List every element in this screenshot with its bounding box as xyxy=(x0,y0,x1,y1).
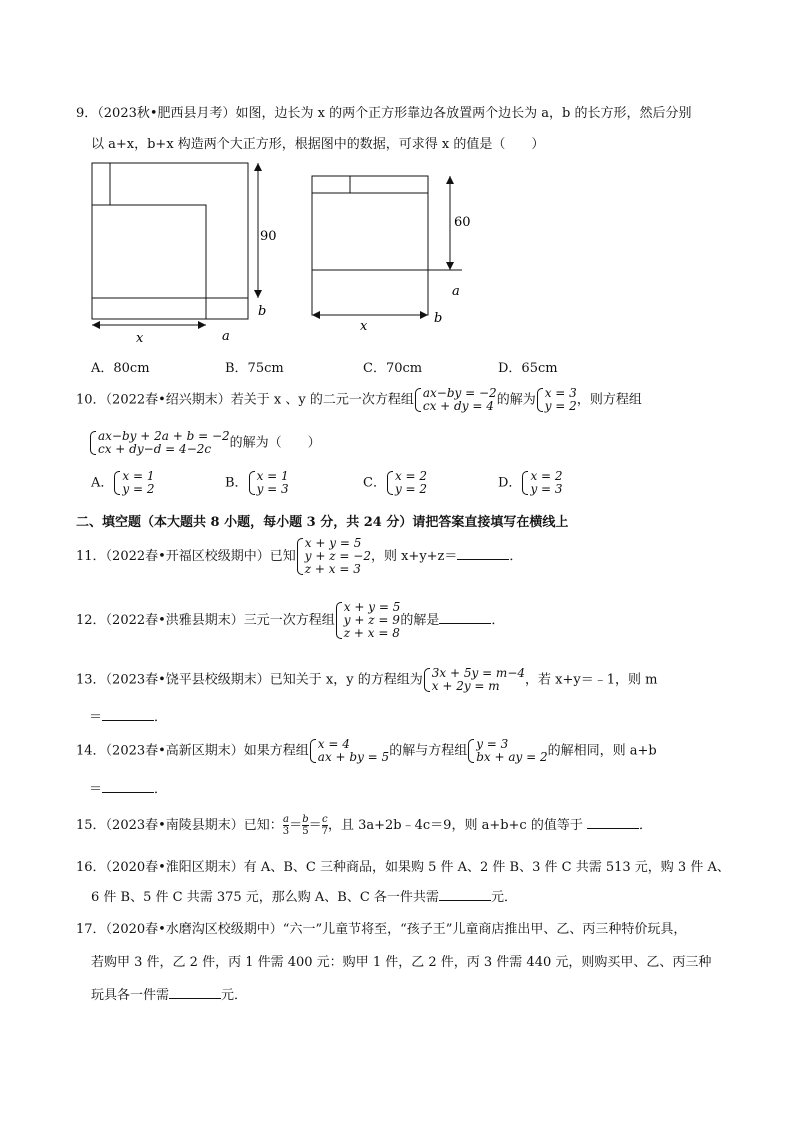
left-label-90: 90 xyxy=(260,229,277,244)
right-label-x: x xyxy=(360,319,368,334)
q12: 12．（2022春•洪雅县期末）三元一次方程组 x + y = 5 y + z = 9 z + x = 8 的解是 ． xyxy=(76,600,505,640)
right-label-a: a xyxy=(452,284,460,299)
right-label-b: b xyxy=(434,311,443,326)
q10-line2: ax−by + 2a + b = −2 cx + dy−d = 4−2c 的解为（ ） xyxy=(89,430,321,456)
q14-system1: x = 4 ax + by = 5 xyxy=(309,738,389,764)
q10-solution: x = 3 y = 2 xyxy=(536,387,577,413)
q10-system2: ax−by + 2a + b = −2 cx + dy−d = 4−2c xyxy=(89,430,230,456)
q14-line2: ＝ ． xyxy=(89,778,167,797)
q14-line1: 14．（2023春•高新区期末）如果方程组 x = 4 ax + by = 5 的解与方程组 y = 3 bx + ay = 2 的解相同，则 a+b xyxy=(76,737,657,764)
q14-blank xyxy=(102,778,154,793)
q13-line2: ＝ ． xyxy=(89,706,167,725)
left-inner-square xyxy=(92,205,206,319)
q15-frac-b: $\frac{b}{5}$ xyxy=(302,814,309,837)
q10-system1: ax−by = −2 cx + dy = 4 xyxy=(414,387,497,413)
q9-option-c: C．70cm xyxy=(363,361,423,376)
left-small-rect xyxy=(92,163,110,205)
left-big-square xyxy=(92,163,248,298)
q16-line1: 16．（2020春•淮阳区期末）有 A、B、C 三种商品，如果购 5 件 A、2 件 B、3 件 C 共需 513 元，购 3 件 A、 xyxy=(76,860,730,875)
q9-option-b: B．75cm xyxy=(225,361,284,376)
left-label-a: a xyxy=(222,329,230,344)
q9-option-a: A．80cm xyxy=(91,361,150,376)
left-label-x: x xyxy=(136,331,144,346)
q11-blank xyxy=(457,545,509,560)
q10-option-a: A． x = 1 y = 2 xyxy=(91,469,155,496)
q11-system: x + y = 5 y + z = −2 z + x = 3 xyxy=(296,537,371,576)
q17-line1: 17．（2020春•水磨沟区校级期中）“六一”儿童节将至，“孩子王”儿童商店推出甲、乙、丙三种特价玩具， xyxy=(76,922,687,937)
q16-blank xyxy=(439,886,491,901)
right-label-60: 60 xyxy=(454,215,471,230)
q15-blank xyxy=(587,814,639,829)
right-big-square xyxy=(312,176,428,270)
q14-system2: y = 3 bx + ay = 2 xyxy=(467,738,547,764)
q13-system: 3x + 5y = m−4 x + 2y = m xyxy=(423,667,525,693)
q13-blank xyxy=(102,706,154,721)
q17-line3: 玩具各一件需 元． xyxy=(91,984,247,1003)
q9-line2: 以 a+x，b+x 构造两个大正方形，根据图中的数据，可求得 x 的值是（ ） xyxy=(91,137,545,152)
right-small-rect xyxy=(312,176,350,193)
q13-line1: 13．（2023春•饶平县校级期末）已知关于 x，y 的方程组为 3x + 5y = m−4 x + 2y = m ，若 x+y＝﹣1，则 m xyxy=(76,666,658,693)
q10-option-d: D． x = 2 y = 3 xyxy=(498,469,563,496)
q10-option-c: C． x = 2 y = 2 xyxy=(363,469,428,496)
q17-line2: 若购甲 3 件，乙 2 件，丙 1 件需 400 元：购甲 1 件，乙 2 件，丙 3 件需 440 元，则购买甲、乙、丙三种 xyxy=(91,955,712,970)
q12-blank xyxy=(439,609,491,624)
q15-frac-a: $\frac{a}{3}$ xyxy=(282,814,290,837)
left-label-b: b xyxy=(258,304,267,319)
q16-line2: 6 件 B、5 件 C 共需 375 元，那么购 A、B、C 各一件共需 元． xyxy=(91,886,517,905)
q9-figure xyxy=(80,158,490,348)
right-inner-square xyxy=(312,193,428,315)
q9-option-d: D．65cm xyxy=(498,361,558,376)
q15: 15．（2023春•南陵县期末）已知： $\frac{a}{3}$ ＝ $\frac{b}{5}$ ＝ $\frac{c}{7}$ ，且 3a+2b﹣4c＝9，则 a+b+c 的值等于 ． xyxy=(76,814,652,837)
q11: 11．（2022春•开福区校级期中）已知 x + y = 5 y + z = −2 z + x = 3 ，则 x+y+z＝ ． xyxy=(76,536,523,576)
q17-blank xyxy=(169,984,221,999)
q10-option-b: B． x = 1 y = 3 xyxy=(225,469,289,496)
q15-frac-c: $\frac{c}{7}$ xyxy=(321,814,328,837)
q9-line1: 9．（2023秋•肥西县月考）如图，边长为 x 的两个正方形靠边各放置两个边长为 a，b 的长方形，然后分别 xyxy=(76,106,692,121)
q10-line1: 10．（2022春•绍兴期末）若关于 x 、y 的二元一次方程组 ax−by = −2 cx + dy = 4 的解为 x = 3 y = 2 ，则方程组 xyxy=(76,386,642,413)
q12-system: x + y = 5 y + z = 9 z + x = 8 xyxy=(335,601,401,640)
section-title: 二、填空题（本大题共 8 小题，每小题 3 分，共 24 分）请把答案直接填写在横线上 xyxy=(76,515,569,530)
left-corner-rect xyxy=(206,298,248,319)
